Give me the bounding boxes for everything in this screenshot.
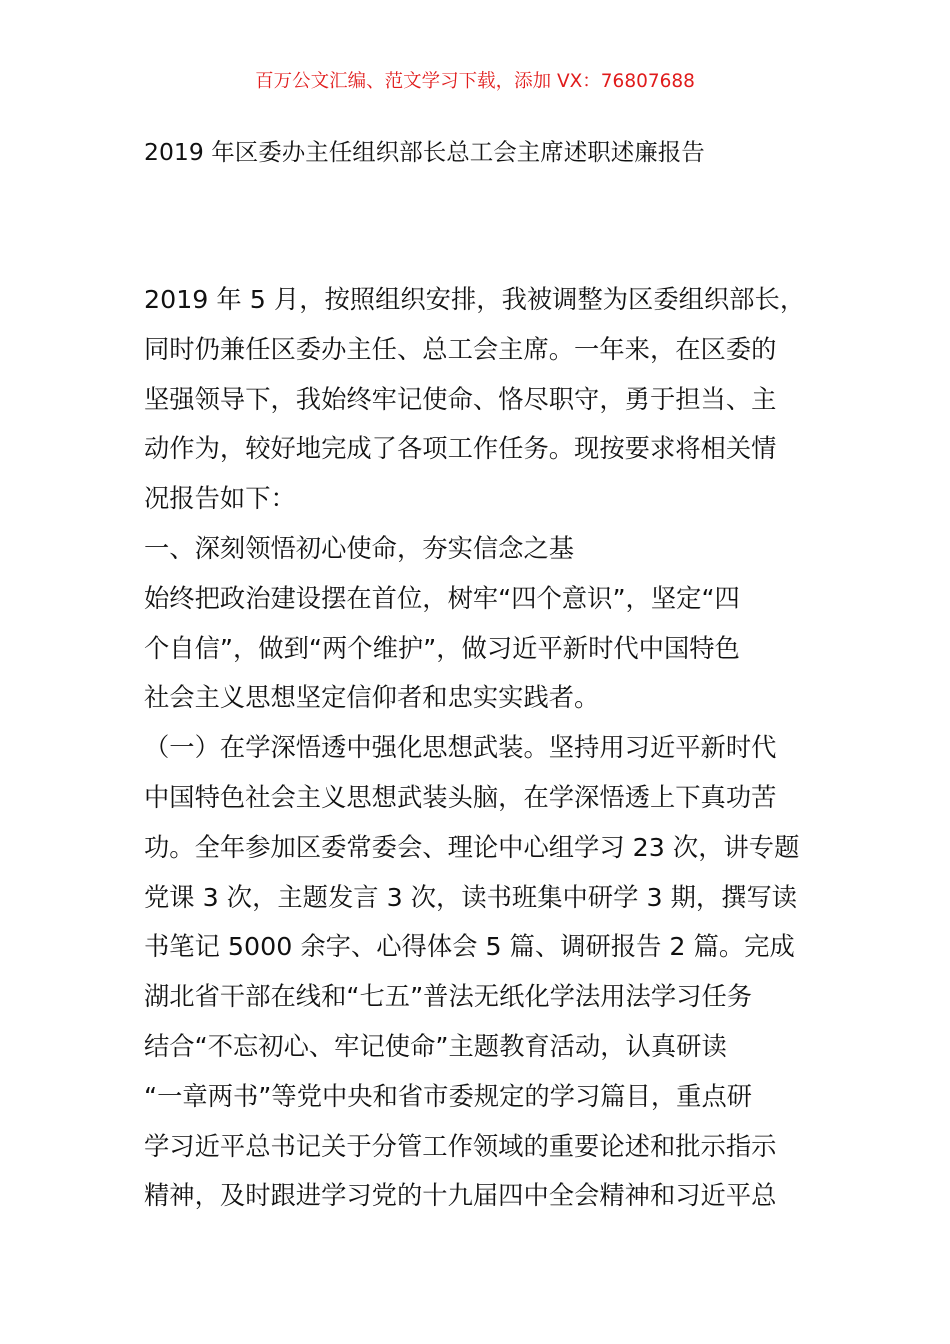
body-line: 精神，及时跟进学习党的十九届四中全会精神和习近平总	[144, 1181, 777, 1211]
document-title: 2019 年区委办主任组织部长总工会主席述职述廉报告	[144, 138, 705, 166]
body-line: 党课 3 次，主题发言 3 次，读书班集中研学 3 期，撰写读	[144, 882, 798, 912]
section-heading: 一、深刻领悟初心使命，夯实信念之基	[144, 533, 575, 563]
body-line: 况报告如下：	[144, 484, 296, 514]
body-line: 中国特色社会主义思想武装头脑，在学深悟透上下真功苦	[144, 782, 777, 812]
body-line: “一章两书”等党中央和省市委规定的学习篇目，重点研	[144, 1081, 753, 1111]
body-line: 同时仍兼任区委办主任、总工会主席。一年来，在区委的	[144, 334, 777, 364]
body-line: 学习近平总书记关于分管工作领域的重要论述和批示指示	[144, 1131, 777, 1161]
body-line: 动作为，较好地完成了各项工作任务。现按要求将相关情	[144, 434, 777, 464]
watermark-header: 百万公文汇编、范文学习下载，添加 VX：76807688	[255, 71, 695, 92]
subsection-line: （一）在学深悟透中强化思想武装。坚持用习近平新时代	[144, 733, 777, 763]
body-line: 2019 年 5 月，按照组织安排，我被调整为区委组织部长，	[144, 285, 806, 314]
body-line: 坚强领导下，我始终牢记使命、恪尽职守，勇于担当、主	[144, 384, 777, 414]
body-line: 始终把政治建设摆在首位，树牢“四个意识”，坚定“四	[144, 583, 740, 613]
body-line: 结合“不忘初心、牢记使命”主题教育活动，认真研读	[144, 1031, 727, 1061]
body-line: 个自信”，做到“两个维护”，做习近平新时代中国特色	[144, 633, 740, 663]
document-body	[144, 275, 824, 1221]
body-line: 湖北省干部在线和“七五”普法无纸化学法用法学习任务	[144, 982, 753, 1012]
body-line: 书笔记 5000 余字、心得体会 5 篇、调研报告 2 篇。完成	[144, 932, 795, 962]
body-line: 社会主义思想坚定信仰者和忠实实践者。	[144, 683, 600, 713]
body-line: 功。全年参加区委常委会、理论中心组学习 23 次，讲专题	[144, 832, 800, 862]
